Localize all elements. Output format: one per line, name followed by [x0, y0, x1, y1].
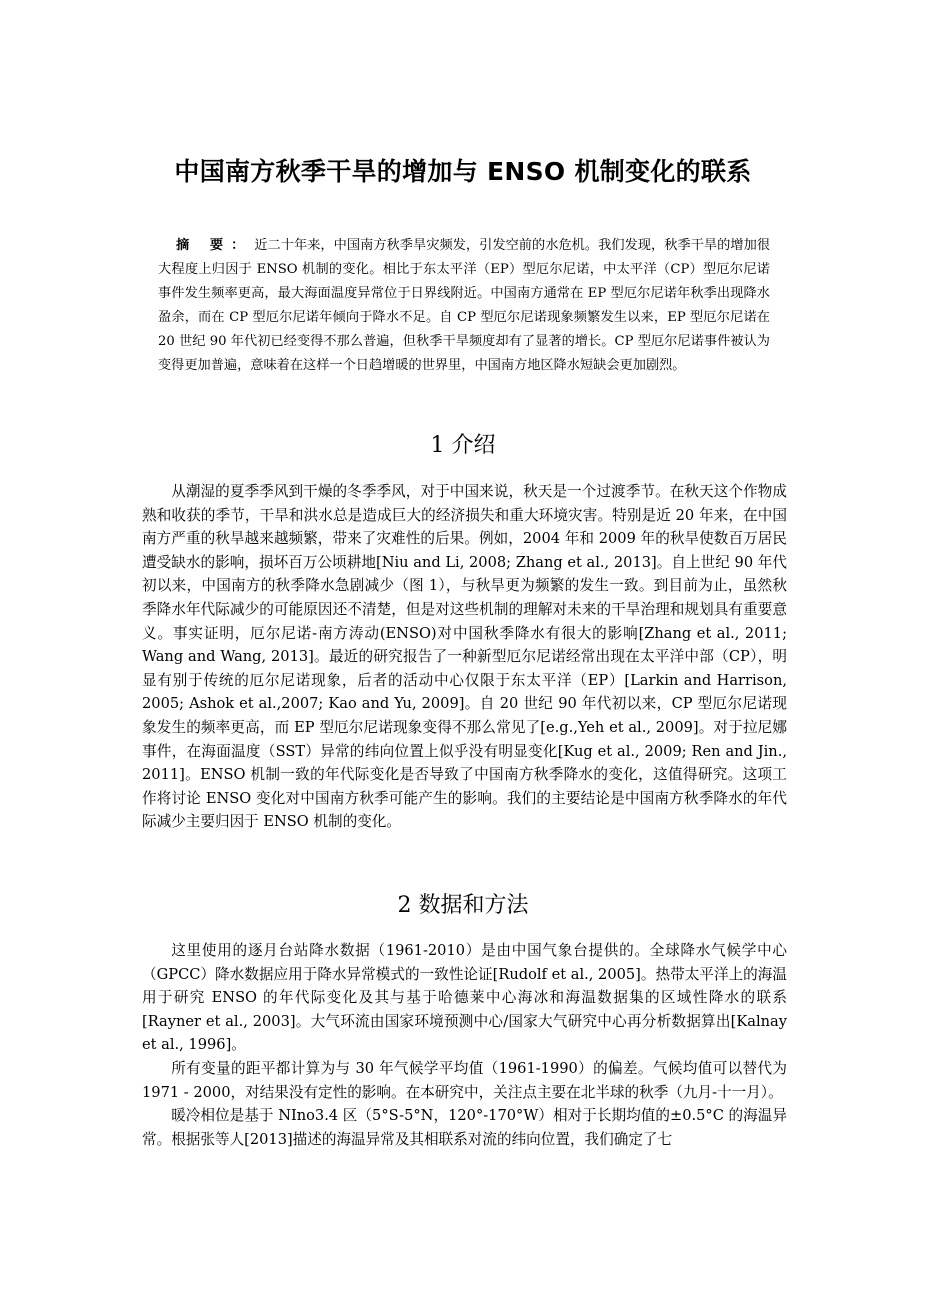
section-2-paragraph: 暖冷相位是基于 NIno3.4 区（5°S-5°N，120°-170°W）相对于长期均值的±0.5°C 的海温异常。根据张等人[2013]描述的海温异常及其相联系对流的纬向位置，我们确定了七: [142, 1107, 787, 1148]
abstract-label: 摘 要：: [176, 238, 253, 253]
paper-title: 中国南方秋季干旱的增加与 ENSO 机制变化的联系: [174, 157, 752, 186]
section-1-body: [142, 480, 787, 834]
abstract-text: 近二十年来，中国南方秋季旱灾频发，引发空前的水危机。我们发现，秋季干旱的增加很大程度上归因于 ENSO 机制的变化。相比于东太平洋（EP）型厄尔尼诺，中太平洋（CP）型厄尔尼诺事件发生频率更高，最大海面温度异常位于日界线附近。中国南方通常在 EP 型厄尔尼诺年秋季出现降水盈余，而在 CP 型厄尔尼诺年倾向于降水不足。自 CP 型厄尔尼诺现象频繁发生以来，EP 型厄尔尼诺在 20 世纪 90 年代初已经变得不那么普遍，但秋季干旱频度却有了显著的增长。CP 型厄尔尼诺事件被认为变得更加普遍，意味着在这样一个日趋增暖的世界里，中国南方地区降水短缺会更加剧烈。: [158, 238, 771, 373]
section-2-heading: 2 数据和方法: [397, 893, 529, 918]
section-2-paragraph: 这里使用的逐月台站降水数据（1961-2010）是由中国气象台提供的。全球降水气候学中心（GPCC）降水数据应用于降水异常模式的一致性论证[Rudolf et al., 2005]。热带太平洋上的海温用于研究 ENSO 的年代际变化及其与基于哈德莱中心海冰和海温数据集的区域性降水的联系[Rayner et al., 2003]。大气环流由国家环境预测中心/国家大气研究中心再分析数据算出[Kalnay et al., 1996]。: [142, 942, 787, 1054]
section-1-paragraph: 从潮湿的夏季季风到干燥的冬季季风，对于中国来说，秋天是一个过渡季节。在秋天这个作物成熟和收获的季节，干旱和洪水总是造成巨大的经济损失和重大环境灾害。特别是近 20 年来，在中国南方严重的秋旱越来越频繁，带来了灾难性的后果。例如，2004 年和 2009 年的秋旱使数百万居民遭受缺水的影响，损坏百万公顷耕地[Niu and Li, 2008; Zhang et al., 2013]。自上世纪 90 年代初以来，中国南方的秋季降水急剧减少（图 1），与秋旱更为频繁的发生一致。到目前为止，虽然秋季降水年代际减少的可能原因还不清楚，但是对这些机制的理解对未来的干旱治理和规划具有重要意义。事实证明，厄尔尼诺-南方涛动(ENSO)对中国秋季降水有很大的影响[Zhang et al., 2011; Wang and Wang, 2013]。最近的研究报告了一种新型厄尔尼诺经常出现在太平洋中部（CP），明显有别于传统的厄尔尼诺现象，后者的活动中心仅限于东太平洋（EP）[Larkin and Harrison, 2005; Ashok et al.,2007; Kao and Yu, 2009]。自 20 世纪 90 年代初以来，CP 型厄尔尼诺现象发生的频率更高，而 EP 型厄尔尼诺现象变得不那么常见了[e.g.,Yeh et al., 2009]。对于拉尼娜事件，在海面温度（SST）异常的纬向位置上似乎没有明显变化[Kug et al., 2009; Ren and Jin., 2011]。ENSO 机制一致的年代际变化是否导致了中国南方秋季降水的变化，这值得研究。这项工作将讨论 ENSO 变化对中国南方秋季可能产生的影响。我们的主要结论是中国南方秋季降水的年代际减少主要归因于 ENSO 机制的变化。: [142, 483, 787, 831]
section-2-paragraph: 所有变量的距平都计算为与 30 年气候学平均值（1961-1990）的偏差。气候均值可以替代为 1971 - 2000，对结果没有定性的影响。在本研究中，关注点主要在北半球的秋季（九月-十一月）。: [142, 1059, 787, 1101]
section-2-body: [142, 939, 787, 1151]
abstract: [158, 234, 770, 378]
section-1-heading: 1 介绍: [430, 433, 496, 458]
